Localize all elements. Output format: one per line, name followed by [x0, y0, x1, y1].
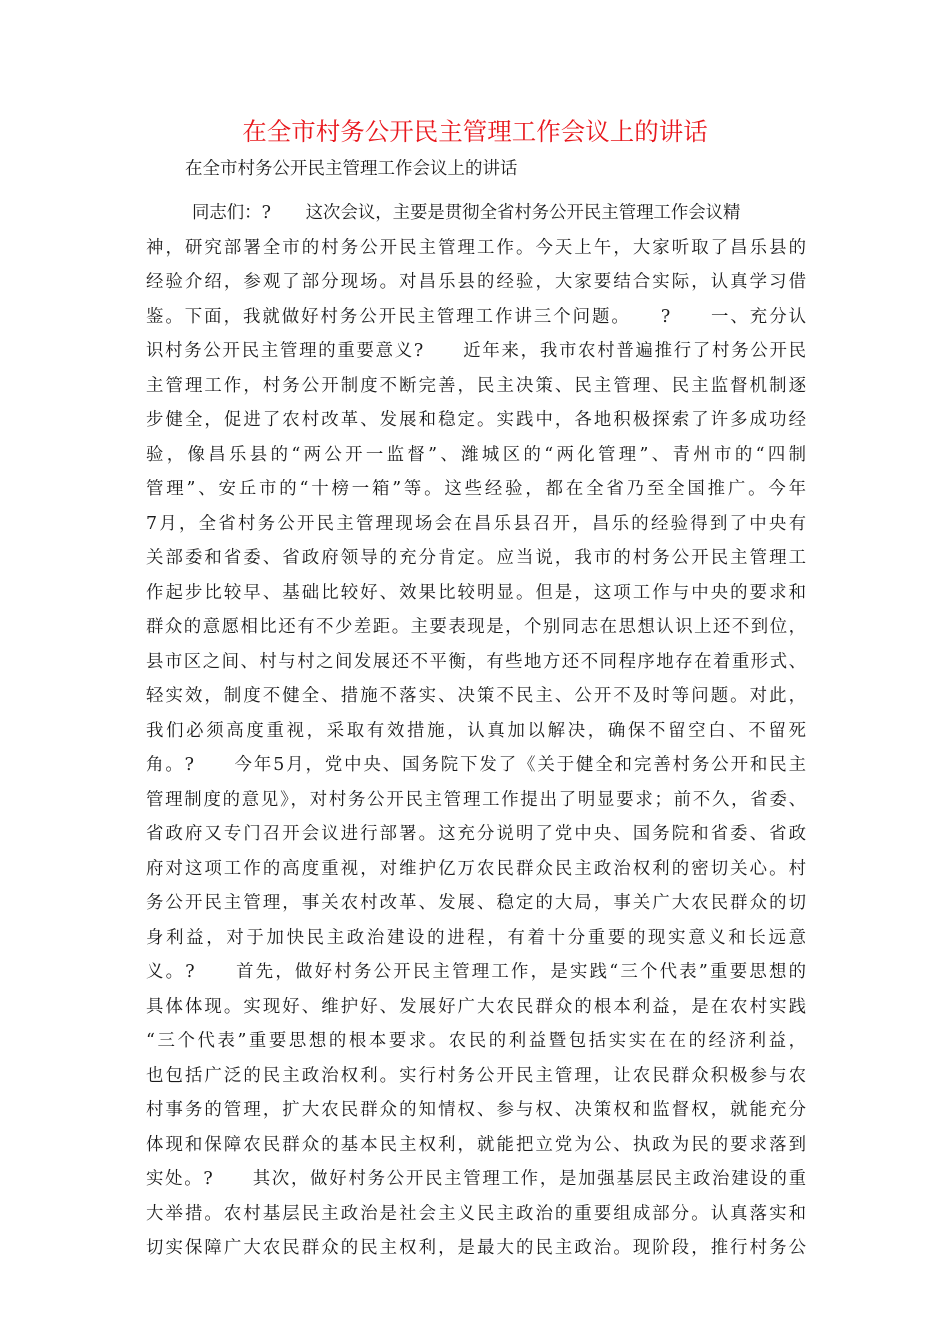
body-line: 步健全，促进了农村改革、发展和稳定。实践中，各地积极探索了许多成功经 — [146, 410, 806, 430]
body-line: 管理”、安丘市的“十榜一箱”等。这些经验，都在全省乃至全国推广。今年 — [146, 479, 806, 499]
body-line: 鉴。下面，我就做好村务公开民主管理工作讲三个问题。 ? 一、充分认 — [146, 306, 806, 327]
body-line: 务公开民主管理，事关农村改革、发展、稳定的大局，事关广大农民群众的切 — [146, 893, 806, 913]
body-line: 轻实效，制度不健全、措施不落实、决策不民主、公开不及时等问题。对此， — [146, 686, 806, 706]
body-line: 识村务公开民主管理的重要意义? 近年来，我市农村普遍推行了村务公开民 — [146, 341, 806, 361]
body-line: 7月，全省村务公开民主管理现场会在昌乐县召开，昌乐的经验得到了中央有 — [146, 513, 806, 534]
body-line: “三个代表”重要思想的根本要求。农民的利益暨包括实实在在的经济利益， — [146, 1031, 806, 1051]
body-line: 同志们：? 这次会议，主要是贯彻全省村务公开民主管理工作会议精 — [192, 203, 741, 223]
body-line: 具体体现。实现好、维护好、发展好广大农民群众的根本利益，是在农村实践 — [146, 996, 806, 1017]
document-title: 在全市村务公开民主管理工作会议上的讲话 — [242, 117, 708, 146]
document-subtitle: 在全市村务公开民主管理工作会议上的讲话 — [185, 159, 518, 179]
body-line: 大举措。农村基层民主政治是社会主义民主政治的重要组成部分。认真落实和 — [146, 1203, 806, 1224]
body-line: 管理制度的意见》，对村务公开民主管理工作提出了明显要求；前不久，省委、 — [146, 789, 806, 810]
body-line: 作起步比较早、基础比较好、效果比较明显。但是，这项工作与中央的要求和 — [146, 582, 806, 603]
body-line: 也包括广泛的民主政治权利。实行村务公开民主管理，让农民群众积极参与农 — [146, 1065, 806, 1086]
body-line: 实处。? 其次，做好村务公开民主管理工作，是加强基层民主政治建设的重 — [146, 1169, 806, 1189]
body-line: 我们必须高度重视，采取有效措施，认真加以解决，确保不留空白、不留死 — [146, 720, 806, 741]
body-line: 验，像昌乐县的“两公开一监督”、潍城区的“两化管理”、青州市的“四制 — [146, 444, 806, 465]
body-line: 村事务的管理，扩大农民群众的知情权、参与权、决策权和监督权，就能充分 — [146, 1100, 806, 1120]
body-line: 主管理工作，村务公开制度不断完善，民主决策、民主管理、民主监督机制逐 — [146, 375, 806, 396]
body-line: 切实保障广大农民群众的民主权利，是最大的民主政治。现阶段，推行村务公 — [146, 1238, 806, 1258]
body-line: 角。? 今年5月，党中央、国务院下发了《关于健全和完善村务公开和民主 — [146, 755, 806, 775]
body-line: 经验介绍，参观了部分现场。对昌乐县的经验，大家要结合实际，认真学习借 — [146, 272, 806, 292]
body-line: 府对这项工作的高度重视，对维护亿万农民群众民主政治权利的密切关心。村 — [146, 858, 806, 879]
body-line: 身利益，对于加快民主政治建设的进程，有着十分重要的现实意义和长远意 — [146, 927, 806, 948]
body-text — [146, 196, 806, 1266]
body-line: 群众的意愿相比还有不少差距。主要表现是，个别同志在思想认识上还不到位， — [146, 617, 806, 637]
body-line: 义。? 首先，做好村务公开民主管理工作，是实践“三个代表”重要思想的 — [146, 962, 806, 982]
body-line: 县市区之间、村与村之间发展还不平衡，有些地方还不同程序地存在着重形式、 — [146, 651, 806, 672]
body-line: 关部委和省委、省政府领导的充分肯定。应当说，我市的村务公开民主管理工 — [146, 548, 806, 568]
body-line: 体现和保障农民群众的基本民主权利，就能把立党为公、执政为民的要求落到 — [146, 1134, 806, 1155]
body-line: 神，研究部署全市的村务公开民主管理工作。今天上午，大家听取了昌乐县的 — [146, 237, 806, 258]
body-line: 省政府又专门召开会议进行部署。这充分说明了党中央、国务院和省委、省政 — [146, 824, 806, 844]
